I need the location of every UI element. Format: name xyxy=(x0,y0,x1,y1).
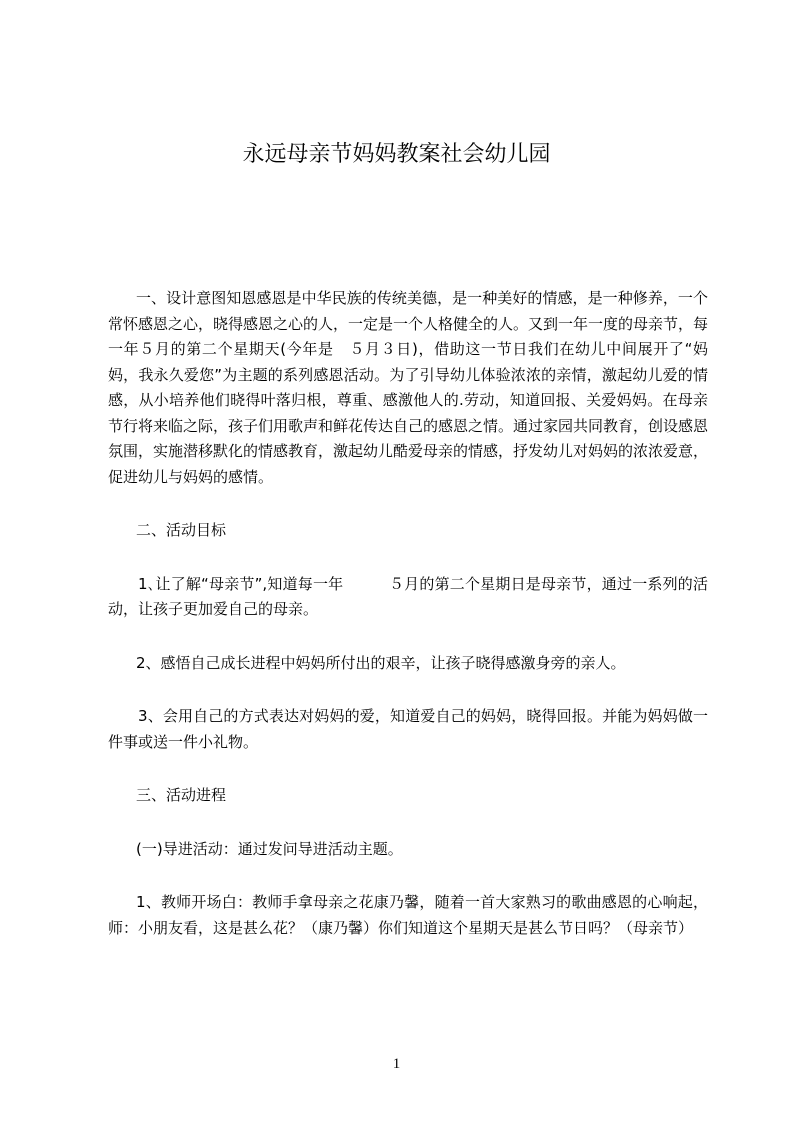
paragraph-goal-3: 3、会用自己的方式表达对妈妈的爱，知道爱自己的妈妈，晓得回报。并能为妈妈做一件事或送一件小礼物。 xyxy=(108,707,708,751)
page-number: 1 xyxy=(392,1056,401,1072)
paragraph-step-1-detail: 1、教师开场白：教师手拿母亲之花康乃馨，随着一首大家熟习的歌曲感恩的心响起，师：小朋友看，这是甚么花？（康乃馨）你们知道这个星期天是甚么节日吗？（母亲节） xyxy=(108,893,708,937)
page-title: 永远母亲节妈妈教案社会幼儿园 xyxy=(242,142,551,167)
paragraph-goal-2: 2、感悟自己成长进程中妈妈所付出的艰辛，让孩子晓得感激身旁的亲人。 xyxy=(136,653,626,672)
paragraph-design-intent: 一、设计意图知恩感恩是中华民族的传统美德，是一种美好的情感，是一种修养，一个常怀感恩之心，晓得感恩之心的人，一定是一个人格健全的人。又到一年一度的母亲节，每一年５月的第二个星期天(今年是 ５月３日)，借助这一节日我们在幼儿中间展开了“妈妈，我永久爱您”为主题的系列感恩活动。为了引导幼儿体验浓浓的亲情，激起幼儿爱的情感，从小培养他们晓得叶落归根，尊重、感激他人的.劳动，知道回报、关爱妈妈。在母亲节行将来临之际，孩子们用歌声和鲜花传达自己的感恩之情。通过家园共同教育，创设感恩氛围，实施潜移默化的情感教育，激起幼儿酷爱母亲的情感，抒发幼儿对妈妈的浓浓爱意，促进幼儿与妈妈的感情。 xyxy=(108,289,709,486)
paragraph-step-1: (一)导进活动：通过发问导进活动主题。 xyxy=(136,839,403,858)
section-heading-process: 三、活动进程 xyxy=(136,786,227,804)
section-heading-goals: 二、活动目标 xyxy=(136,521,227,539)
paragraph-goal-1: 1､让了解“母亲节”,知道每一年 ５月的第二个星期日是母亲节，通过一系列的活动，让孩子更加爱自己的母亲。 xyxy=(108,574,708,618)
document-body xyxy=(108,286,708,969)
